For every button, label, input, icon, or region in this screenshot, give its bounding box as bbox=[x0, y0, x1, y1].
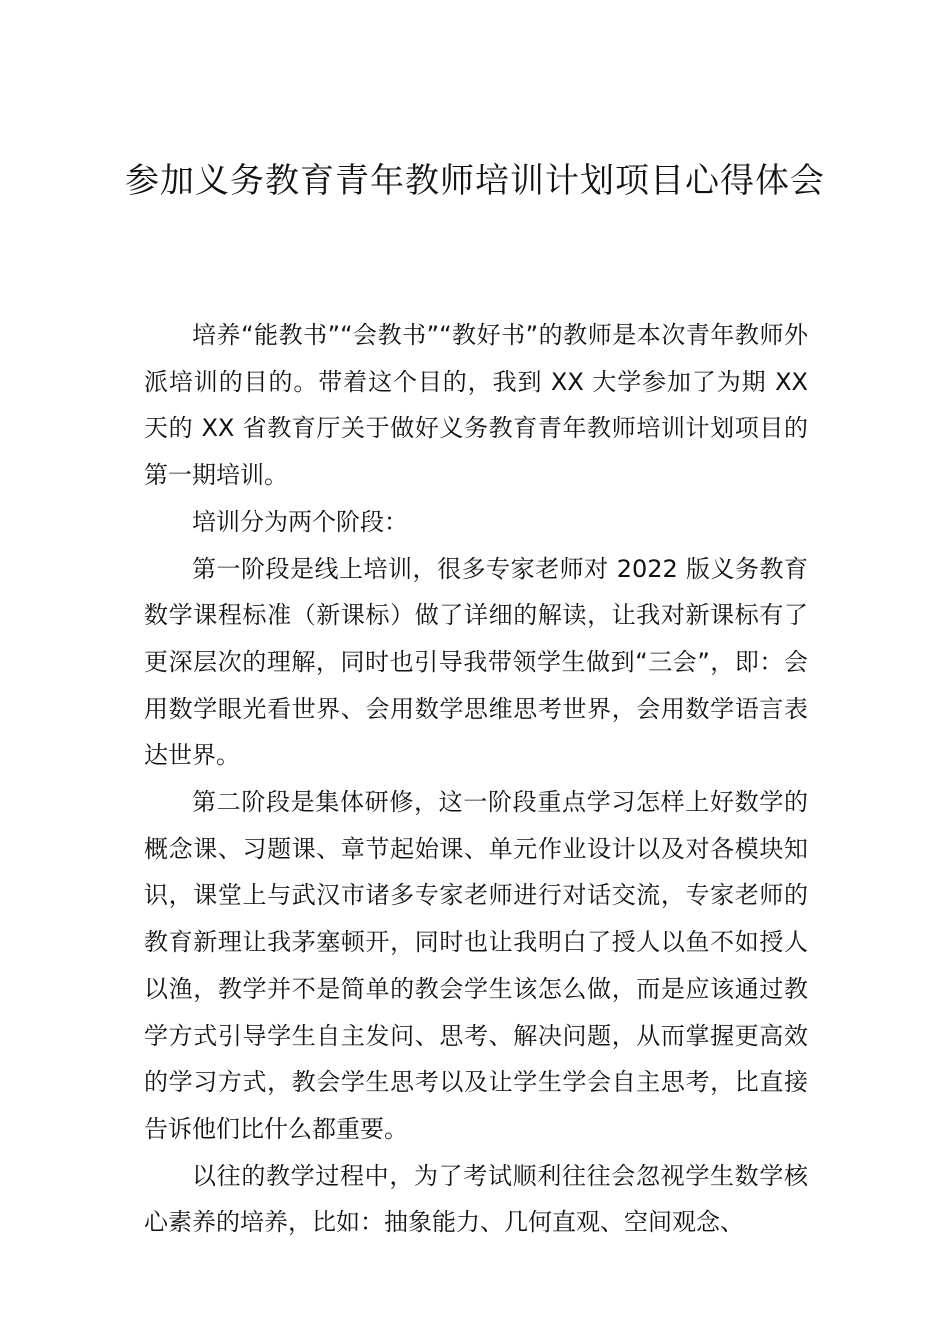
paragraph-3: 第一阶段是线上培训，很多专家老师对 2022 版义务教育数学课程标准（新课标）做了详细的解读，让我对新课标有了更深层次的理解，同时也引导我带领学生做到“三会”，即：会用数学眼光看世界、会用数学思维思考世界，会用数学语言表达世界。 bbox=[144, 554, 808, 770]
paragraph-5: 以往的教学过程中，为了考试顺利往往会忽视学生数学核心素养的培养，比如：抽象能力、几何直观、空间观念、 bbox=[144, 1161, 808, 1237]
paragraph-1: 培养“能教书”“会教书”“教好书”的教师是本次青年教师外派培训的目的。带着这个目的，我到 XX 大学参加了为期 XX 天的 XX 省教育厅关于做好义务教育青年教师培训计划项目的第一期培训。 bbox=[144, 321, 808, 490]
document-body bbox=[144, 312, 808, 1246]
paragraph-4: 第二阶段是集体研修，这一阶段重点学习怎样上好数学的概念课、习题课、章节起始课、单元作业设计以及对各模块知识，课堂上与武汉市诸多专家老师进行对话交流，专家老师的教育新理让我茅塞顿开，同时也让我明白了授人以鱼不如授人以渔，教学并不是简单的教会学生该怎么做，而是应该通过教学方式引导学生自主发问、思考、解决问题，从而掌握更高效的学习方式，教会学生思考以及让学生学会自主思考，比直接告诉他们比什么都重要。 bbox=[144, 788, 808, 1143]
paragraph-2: 培训分为两个阶段： bbox=[192, 507, 408, 536]
document-title: 参加义务教育青年教师培训计划项目心得体会 bbox=[125, 161, 825, 201]
